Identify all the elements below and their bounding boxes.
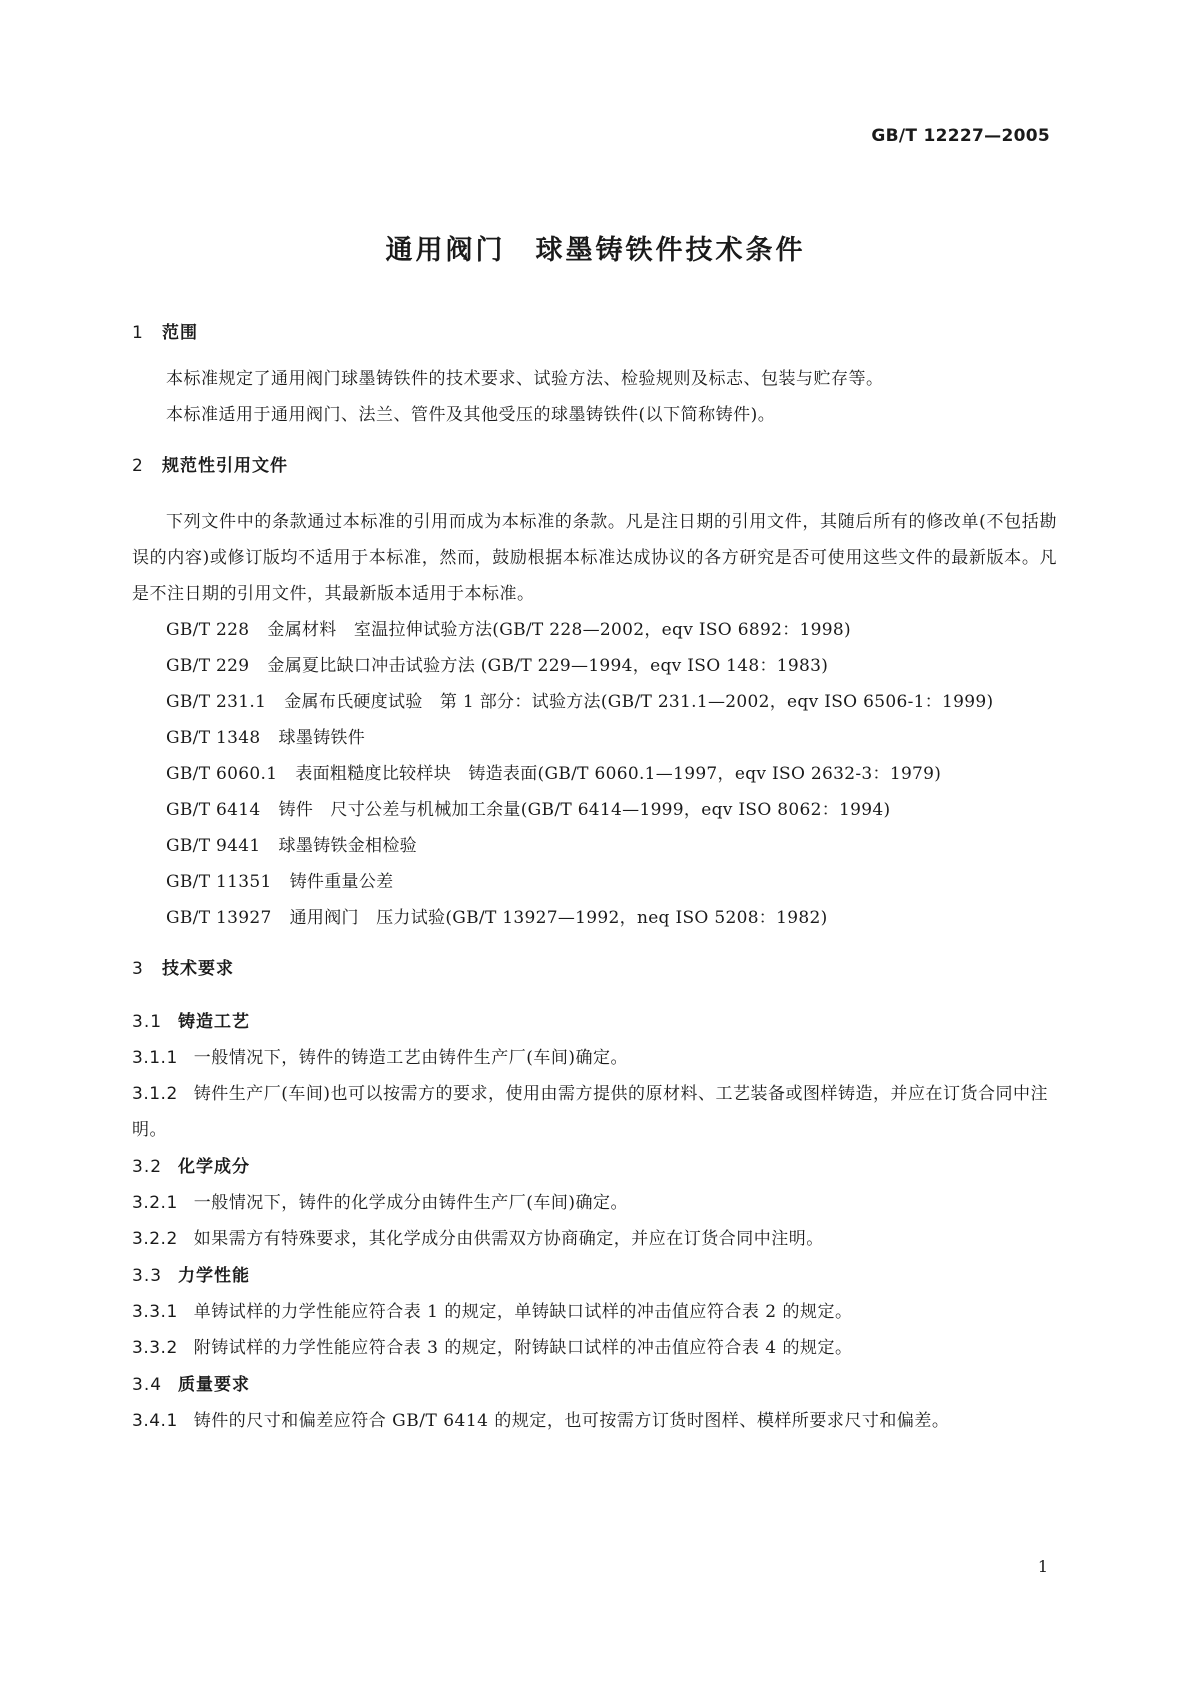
clause-text: 一般情况下，铸件的铸造工艺由铸件生产厂(车间)确定。 (193, 1048, 629, 1068)
reference-code: GB/T 13927 (166, 908, 272, 928)
clause-text: 单铸试样的力学性能应符合表 1 的规定，单铸缺口试样的冲击值应符合表 2 的规定。 (193, 1302, 853, 1322)
subsection-heading-mechanical-properties (132, 1261, 1057, 1286)
subsection-heading-casting-process (132, 1007, 1057, 1032)
reference-code: GB/T 1348 (166, 728, 261, 748)
subsection-number: 3.4 (132, 1375, 163, 1395)
clause-text: 如果需方有特殊要求，其化学成分由供需双方协商确定，并应在订货合同中注明。 (193, 1229, 824, 1249)
paragraph: 本标准适用于通用阀门、法兰、管件及其他受压的球墨铸铁件(以下简称铸件)。 (166, 405, 776, 425)
paragraph: 下列文件中的条款通过本标准的引用而成为本标准的条款。凡是注日期的引用文件，其随后所有的修改单(不包括勘误的内容)或修订版均不适用于本标准，然而，鼓励根据本标准达成协议的各方研究是否可使用这些文件的最新版本。凡是不注日期的引用文件，其最新版本适用于本标准。 (132, 512, 1057, 604)
clause (132, 1294, 1057, 1330)
reference-title: 金属夏比缺口冲击试验方法 (GB/T 229—1994，eqv ISO 148：1983) (267, 656, 829, 676)
clause-number: 3.3.1 (132, 1302, 178, 1322)
reference-code: GB/T 228 (166, 620, 250, 640)
clause-text: 铸件的尺寸和偏差应符合 GB/T 6414 的规定，也可按需方订货时图样、模样所要求尺寸和偏差。 (193, 1411, 950, 1431)
reference-item (132, 612, 1057, 648)
subsection-title: 铸造工艺 (178, 1012, 250, 1032)
clause-text: 一般情况下，铸件的化学成分由铸件生产厂(车间)确定。 (193, 1193, 629, 1213)
clause (132, 1330, 1057, 1366)
section-number: 1 (132, 323, 144, 343)
clause-number: 3.1.2 (132, 1084, 178, 1104)
reference-item (132, 864, 1057, 900)
subsection-heading-quality-requirements (132, 1370, 1057, 1395)
clause (132, 1040, 1057, 1076)
reference-item (132, 792, 1057, 828)
standard-code: GB/T 12227—2005 (871, 126, 1050, 146)
subsection-title: 化学成分 (178, 1157, 250, 1177)
subsection-number: 3.3 (132, 1266, 163, 1286)
reference-title: 金属材料 室温拉伸试验方法(GB/T 228—2002，eqv ISO 6892：1998) (267, 620, 851, 640)
clause (132, 1403, 1057, 1439)
clause-number: 3.4.1 (132, 1411, 178, 1431)
section-number: 2 (132, 456, 144, 476)
reference-item (132, 720, 1057, 756)
reference-code: GB/T 229 (166, 656, 250, 676)
document-body (132, 318, 1057, 1439)
subsection-number: 3.2 (132, 1157, 163, 1177)
clause-number: 3.2.2 (132, 1229, 178, 1249)
subsection-title: 质量要求 (178, 1375, 250, 1395)
reference-item (132, 684, 1057, 720)
subsection-heading-chemical-composition (132, 1152, 1057, 1177)
section-title: 范围 (162, 323, 198, 343)
clause (132, 1076, 1057, 1148)
section-title: 规范性引用文件 (162, 456, 288, 476)
reference-item (132, 828, 1057, 864)
clause (132, 1221, 1057, 1257)
section-title: 技术要求 (162, 959, 234, 979)
reference-title: 表面粗糙度比较样块 铸造表面(GB/T 6060.1—1997，eqv ISO 2632-3：1979) (295, 764, 942, 784)
subsection-number: 3.1 (132, 1012, 163, 1032)
clause-number: 3.2.1 (132, 1193, 178, 1213)
section-heading-normative-references (132, 451, 1057, 476)
reference-title: 球墨铸铁件 (278, 728, 366, 748)
section-heading-technical-requirements (132, 954, 1057, 979)
reference-title: 球墨铸铁金相检验 (278, 836, 417, 856)
paragraph: 本标准规定了通用阀门球墨铸铁件的技术要求、试验方法、检验规则及标志、包装与贮存等。 (166, 369, 884, 389)
clause-number: 3.1.1 (132, 1048, 178, 1068)
section-number: 3 (132, 959, 144, 979)
clause-text: 铸件生产厂(车间)也可以按需方的要求，使用由需方提供的原材料、工艺装备或图样铸造，并应在订货合同中注明。 (132, 1084, 1049, 1140)
reference-title: 通用阀门 压力试验(GB/T 13927—1992，neq ISO 5208：1982) (289, 908, 828, 928)
reference-title: 铸件重量公差 (289, 872, 394, 892)
clause-number: 3.3.2 (132, 1338, 178, 1358)
clause-text: 附铸试样的力学性能应符合表 3 的规定，附铸缺口试样的冲击值应符合表 4 的规定。 (193, 1338, 853, 1358)
reference-item (132, 756, 1057, 792)
reference-code: GB/T 6060.1 (166, 764, 278, 784)
reference-code: GB/T 6414 (166, 800, 261, 820)
reference-code: GB/T 231.1 (166, 692, 267, 712)
reference-item (132, 648, 1057, 684)
subsection-title: 力学性能 (178, 1266, 250, 1286)
reference-item (132, 900, 1057, 936)
document-title: 通用阀门 球墨铸铁件技术条件 (385, 235, 806, 266)
reference-code: GB/T 9441 (166, 836, 261, 856)
clause (132, 1185, 1057, 1221)
reference-title: 铸件 尺寸公差与机械加工余量(GB/T 6414—1999，eqv ISO 8062：1994) (278, 800, 891, 820)
page-number: 1 (1037, 1557, 1048, 1576)
reference-title: 金属布氏硬度试验 第 1 部分：试验方法(GB/T 231.1—2002，eqv ISO 6506-1：1999) (284, 692, 994, 712)
section-heading-scope (132, 318, 1057, 343)
reference-code: GB/T 11351 (166, 872, 272, 892)
